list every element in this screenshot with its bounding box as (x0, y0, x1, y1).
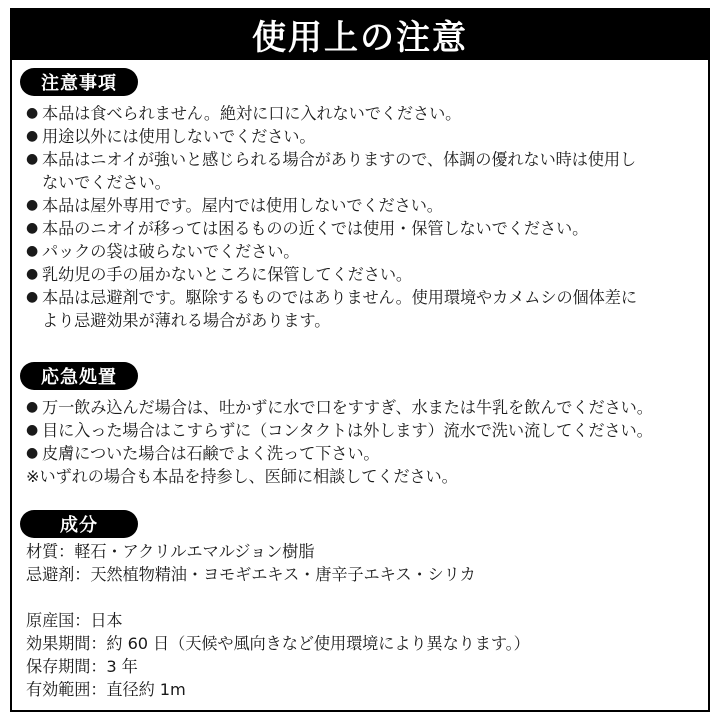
caution-item (26, 125, 706, 148)
ingredient-repellent: 忌避剤：天然植物精油・ヨモギエキス・唐辛子エキス・シリカ (26, 565, 476, 584)
caution-item (26, 217, 706, 240)
bullet-icon: ● (26, 266, 39, 282)
caution-text: 本品は食べられません。絶対に口に入れないでください。 (42, 104, 462, 123)
page-title: 使用上の注意 (10, 8, 710, 60)
cautions-heading: 注意事項 (20, 68, 138, 96)
caution-item (26, 102, 706, 125)
caution-text: パックの袋は破らないでください。 (42, 242, 300, 261)
caution-item (26, 286, 706, 309)
bullet-icon: ● (26, 105, 39, 121)
first-aid-note: ※いずれの場合も本品を持参し、医師に相談してください。 (26, 467, 458, 486)
first-aid-text: 皮膚についた場合は石鹸でよく洗って下さい。 (42, 444, 380, 463)
caution-text-continued: ないでください。 (42, 173, 171, 192)
ingredients-section (26, 540, 706, 701)
cautions-section (26, 102, 706, 332)
bullet-icon: ● (26, 422, 39, 438)
caution-text: 本品は忌避剤です。駆除するものではありません。使用環境やカメムシの個体差に (42, 288, 637, 307)
first-aid-item (26, 442, 706, 465)
caution-text: 用途以外には使用しないでください。 (42, 127, 316, 146)
bullet-icon: ● (26, 151, 39, 167)
bullet-icon: ● (26, 243, 39, 259)
effect-period: 効果期間：約 60 日（天候や風向きなど使用環境により異なります。） (26, 634, 530, 653)
shelf-life: 保存期間：3 年 (26, 657, 138, 676)
caution-item (26, 148, 706, 171)
first-aid-item (26, 396, 706, 419)
bullet-icon: ● (26, 445, 39, 461)
ingredients-heading: 成分 (20, 510, 138, 538)
first-aid-section (26, 396, 706, 488)
bullet-icon: ● (26, 220, 39, 236)
caution-item (26, 240, 706, 263)
caution-text-continued: より忌避効果が薄れる場合があります。 (42, 311, 331, 330)
first-aid-heading: 応急処置 (20, 362, 138, 390)
caution-text: 本品はニオイが強いと感じられる場合がありますので、体調の優れない時は使用し (42, 150, 637, 169)
bullet-icon: ● (26, 197, 39, 213)
bullet-icon: ● (26, 128, 39, 144)
caution-item (26, 263, 706, 286)
caution-text: 本品は屋外専用です。屋内では使用しないでください。 (42, 196, 443, 215)
spacer (26, 586, 706, 609)
origin-country: 原産国：日本 (26, 611, 123, 630)
bullet-icon: ● (26, 289, 39, 305)
effective-range: 有効範囲：直径約 1m (26, 680, 186, 699)
caution-text: 乳幼児の手の届かないところに保管してください。 (42, 265, 413, 284)
first-aid-item (26, 419, 706, 442)
first-aid-text: 目に入った場合はこすらずに（コンタクトは外します）流水で洗い流してください。 (42, 421, 653, 440)
ingredient-material: 材質：軽石・アクリルエマルジョン樹脂 (26, 542, 315, 561)
caution-text: 本品のニオイが移っては困るものの近くでは使用・保管しないでください。 (42, 219, 589, 238)
bullet-icon: ● (26, 399, 39, 415)
first-aid-text: 万一飲み込んだ場合は、吐かずに水で口をすすぎ、水または牛乳を飲んでください。 (42, 398, 653, 417)
caution-item (26, 194, 706, 217)
